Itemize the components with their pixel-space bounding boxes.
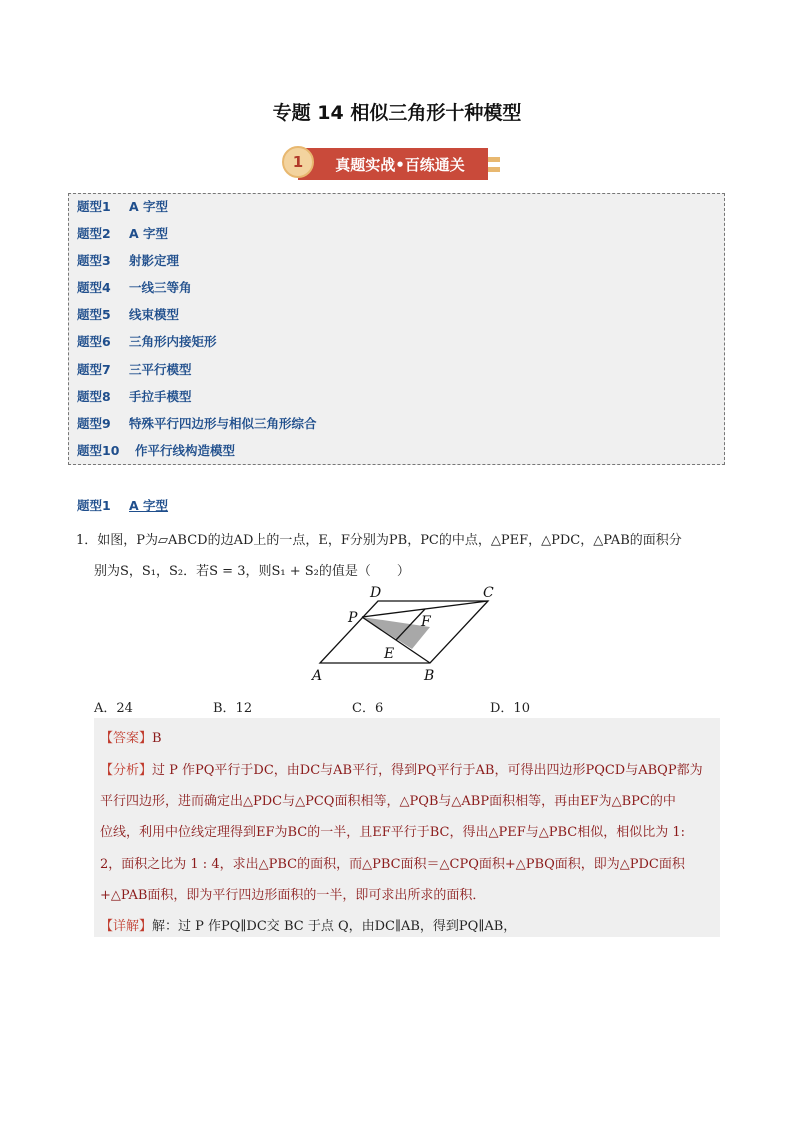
label-a: A xyxy=(312,668,323,684)
option-b[interactable]: B．12 xyxy=(213,701,253,716)
option-c[interactable]: C．6 xyxy=(352,701,384,716)
toc-item[interactable]: 题型7 三平行模型 xyxy=(77,362,192,377)
toc-item[interactable]: 题型2 A 字型 xyxy=(77,226,169,241)
label-p: P xyxy=(348,610,358,626)
section-banner xyxy=(280,146,520,182)
analysis-line-4: 2，面积之比为 1 : 4，求出△PBC的面积，而△PBC面积＝△CPQ面积+△PBQ面积，即为△PDC面积 xyxy=(100,857,685,872)
toc-item[interactable]: 题型9 特殊平行四边形与相似三角形综合 xyxy=(77,416,317,431)
label-b: B xyxy=(424,668,435,684)
parallelogram-figure xyxy=(300,580,510,685)
toc-item[interactable]: 题型6 三角形内接矩形 xyxy=(77,334,217,349)
page-title: 专题 14 相似三角形十种模型 xyxy=(272,102,522,124)
label-e: E xyxy=(384,646,395,662)
banner-tab-decoration xyxy=(486,157,500,162)
question-text-line-2: 别为S，S₁，S₂．若S = 3，则S₁ + S₂的值是（ ） xyxy=(94,564,410,579)
toc-item[interactable]: 题型4 一线三等角 xyxy=(77,280,192,295)
banner-number: 1 xyxy=(282,146,314,178)
analysis-line-3: 位线，利用中位线定理得到EF为BC的一半，且EF平行于BC，得出△PEF与△PBC相似，相似比为 1: xyxy=(100,825,686,840)
label-f: F xyxy=(421,614,431,630)
banner-tab-decoration xyxy=(486,167,500,172)
toc-item[interactable]: 题型8 手拉手模型 xyxy=(77,389,192,404)
section-heading[interactable]: 题型1 A 字型 xyxy=(77,498,169,513)
label-c: C xyxy=(483,585,494,601)
toc-item[interactable]: 题型1 A 字型 xyxy=(77,199,169,214)
label-d: D xyxy=(370,585,382,601)
analysis-line-2: 平行四边形，进而确定出△PDC与△PCQ面积相等，△PQB与△ABP面积相等，再由EF为△BPC的中 xyxy=(100,794,676,809)
analysis-line-5: +△PAB面积，即为平行四边形面积的一半，即可求出所求的面积． xyxy=(100,888,486,903)
answer-line: 【答案】B xyxy=(100,731,162,746)
toc-item[interactable]: 题型10 作平行线构造模型 xyxy=(77,443,236,458)
analysis-line-1: 【分析】过 P 作PQ平行于DC，由DC与AB平行，得到PQ平行于AB，可得出四边形PQCD与ABQP都为 xyxy=(100,763,703,778)
banner-label: 真题实战•百练通关 xyxy=(298,148,488,180)
toc-item[interactable]: 题型3 射影定理 xyxy=(77,253,180,268)
toc-item[interactable]: 题型5 线束模型 xyxy=(77,307,180,322)
table-of-contents xyxy=(68,193,725,465)
option-d[interactable]: D．10 xyxy=(490,701,530,716)
option-a[interactable]: A．24 xyxy=(94,701,133,716)
shaded-triangle-pef xyxy=(362,617,430,649)
question-text-line-1: 1．如图，P为▱ABCD的边AD上的一点，E，F分别为PB，PC的中点，△PEF，△PDC，△PAB的面积分 xyxy=(76,533,682,548)
detail-line: 【详解】解：过 P 作PQ∥DC交 BC 于点 Q，由DC∥AB，得到PQ∥AB， xyxy=(100,919,517,934)
